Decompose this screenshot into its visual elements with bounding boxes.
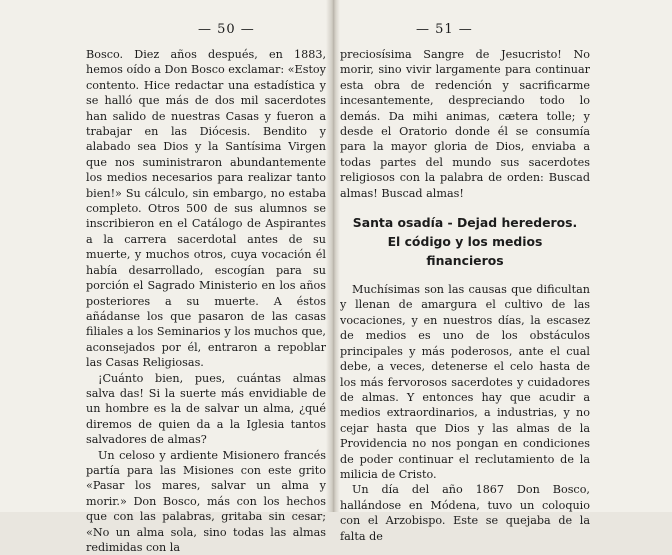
paragraph: Un día del año 1867 Don Bosco, hallándose en Módena, tuvo un coloquio con el Arzobispo. Este se quejaba de la falta de bbox=[340, 483, 590, 543]
heading-line: El código y los medios bbox=[387, 234, 543, 250]
right-page bbox=[333, 0, 672, 543]
book-gutter bbox=[326, 0, 340, 512]
paragraph: Un celoso y ardiente Misionero francés partía para las Misiones con este grito «Pasar los mares, salvar un alma y morir.» Don Bosco, más con los hechos que con las palabras, gritaba sin cesar; «No un alma sola, sino todas las almas redimidas con la bbox=[86, 448, 326, 554]
paragraph: ¡Cuánto bien, pues, cuántas almas salva das! Si la suerte más envidiable de un hombre es la de salvar un alma, ¿qué diremos de quien da a la Iglesia tantos salvadores de almas? bbox=[86, 371, 326, 447]
page-number-left: — 50 — bbox=[198, 22, 255, 37]
section-heading bbox=[340, 213, 590, 270]
paragraph: Muchísimas son las causas que dificultan y llenan de amargura el cultivo de las vocaciones, y en nuestros días, la escasez de medios es uno de los obstáculos principales y más poderosos, ante el cual debe, a veces, detenerse el celo hasta de los más fervorosos sacerdotes y cuidadores de almas. Y entonces hay que acudir a medios extraordinarios, a industrias, y no cejar hasta que Dios y las almas de la Providencia no nos pongan en condiciones de poder continuar el reclutamiento de la milicia de Cristo. bbox=[340, 283, 590, 481]
heading-line: Santa osadía - Dejad herederos. bbox=[352, 215, 578, 231]
right-page-body bbox=[340, 47, 590, 544]
paragraph: preciosísima Sangre de Jesucristo! No morir, sino vivir largamente para continuar esta obra de redención y sacrificarme incesantemente, despreciando todo lo demás. Da mihi animas, cætera tolle; y desde el Oratorio donde él se consumía para la mayor gloria de Dios, enviaba a todas partes del mundo sus sacerdotes religiosos con la palabra de orden: Buscad almas! Buscad almas! bbox=[340, 48, 590, 200]
page-number-right: — 51 — bbox=[416, 22, 473, 37]
left-page bbox=[0, 0, 333, 554]
heading-line: financieros bbox=[426, 253, 504, 269]
left-page-body bbox=[86, 47, 326, 555]
paragraph: Bosco. Diez años después, en 1883, hemos oído a Don Bosco exclamar: «Estoy contento. Hice redactar una estadística y se halló que más de dos mil sacerdotes han salido de nuestras Casas y fueron a trabajar en las Diócesis. Bendito y alabado sea Dios y la Santísima Virgen que nos suministraron abundantemente los medios necesarios para realizar tanto bien!» Su cálculo, sin embargo, no estaba completo. Otros 500 de sus alumnos se inscribieron en el Catálogo de Aspirantes a la carrera sacerdotal antes de su muerte, y muchos otros, cuya vocación él había desarrollado, escogían para su porción el Sagrado Ministerio en los años posteriores a su muerte. A éstos añádanse los que pasaron de las casas filiales a los Seminarios y los muchos que, aconsejados por él, entraron a repoblar las Casas Religiosas. bbox=[86, 48, 326, 370]
